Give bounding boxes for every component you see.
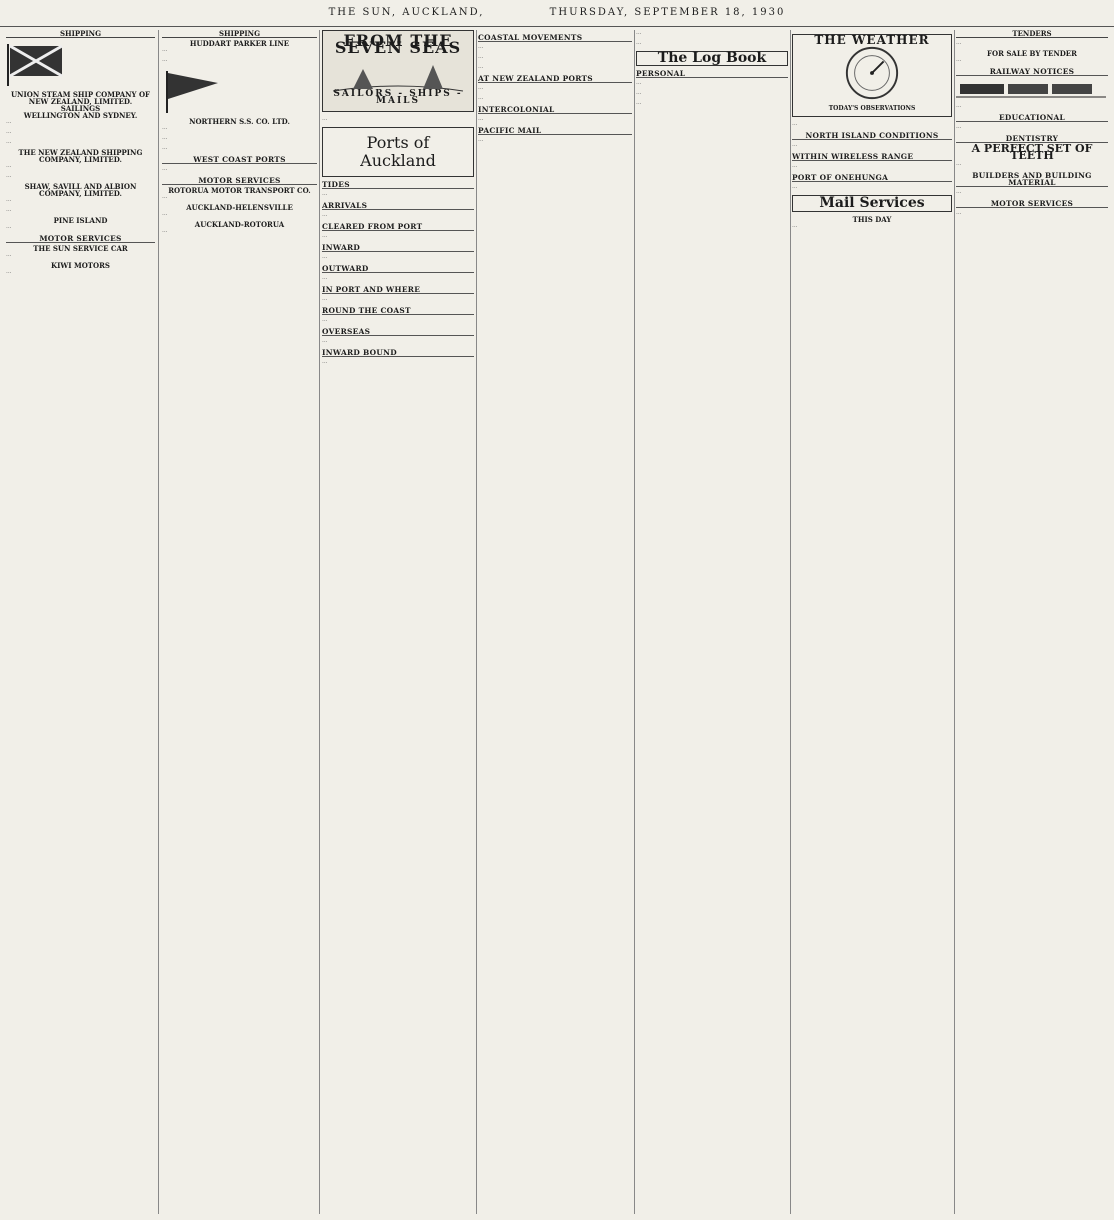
mail-services-title: Mail Services: [792, 195, 952, 212]
union-steam-title: UNION STEAM SHIP COMPANY OF NEW ZEALAND, LIMITED.: [10, 90, 151, 106]
masthead-paper: THE SUN, AUCKLAND,: [328, 7, 485, 18]
filler-text: …: [162, 57, 168, 63]
builders-head: BUILDERS AND BUILDING MATERIAL: [956, 172, 1108, 187]
filler-text: …: [322, 116, 328, 122]
column-header: SHIPPING: [6, 30, 155, 38]
filler-text: …: [636, 30, 642, 36]
intercolonial-head: INTERCOLONIAL: [478, 106, 632, 114]
filler-text: …: [956, 210, 962, 216]
north-island-head: NORTH ISLAND CONDITIONS: [792, 132, 952, 140]
filler-text: …: [478, 95, 484, 101]
filler-text: …: [636, 80, 642, 86]
auckland-rotorua-title: AUCKLAND-ROTORUA: [194, 220, 285, 229]
perfect-teeth-ad: A PERFECT SET OF TEETH: [971, 142, 1093, 162]
filler-text: …: [322, 212, 328, 218]
pacific-mail-head: PACIFIC MAIL: [478, 127, 632, 135]
filler-text: …: [6, 224, 12, 230]
at-nz-ports-head: AT NEW ZEALAND PORTS: [478, 75, 632, 83]
filler-text: …: [478, 116, 484, 122]
filler-text: …: [322, 254, 328, 260]
within-wireless-head: WITHIN WIRELESS RANGE: [792, 153, 952, 161]
filler-text: …: [322, 191, 328, 197]
filler-text: …: [162, 211, 168, 217]
tenders-head: TENDERS: [956, 30, 1108, 38]
banner-subtitle: SAILORS - SHIPS - MAILS: [333, 89, 463, 106]
this-day-label: THIS DAY: [852, 215, 892, 224]
dentistry-head: DENTISTRY: [956, 135, 1108, 143]
filler-text: …: [478, 137, 484, 143]
column-rule: [158, 30, 159, 1214]
column-rule: [954, 30, 955, 1214]
filler-text: …: [792, 184, 798, 190]
shaw-savill-title: SHAW, SAVILL AND ALBION COMPANY, LIMITED.: [24, 182, 137, 198]
filler-text: …: [792, 121, 798, 127]
column-rule: [790, 30, 791, 1214]
ports-title-line-2: Auckland: [360, 151, 436, 170]
filler-text: …: [6, 129, 12, 135]
filler-text: …: [6, 252, 12, 258]
filler-text: …: [478, 44, 484, 50]
column-weather: [792, 30, 952, 1214]
round-coast-head: ROUND THE COAST: [322, 307, 474, 315]
weather-box: [792, 34, 952, 117]
coastal-movements-head: COASTAL MOVEMENTS: [478, 34, 632, 42]
masthead-date: THURSDAY, SEPTEMBER 18, 1930: [549, 7, 786, 18]
helensville-title: AUCKLAND-HELENSVILLE: [186, 203, 293, 212]
filler-text: …: [956, 161, 962, 167]
column-logbook: [636, 30, 788, 1214]
onehunga-head: PORT OF ONEHUNGA: [792, 174, 952, 182]
filler-text: …: [322, 275, 328, 281]
column-shipping-1: [6, 30, 155, 1214]
filler-text: …: [792, 163, 798, 169]
filler-text: …: [956, 57, 962, 63]
filler-text: …: [322, 359, 328, 365]
rotorua-transport-title: ROTORUA MOTOR TRANSPORT CO.: [168, 186, 311, 195]
filler-text: …: [162, 125, 168, 131]
filler-text: …: [956, 40, 962, 46]
motor-services-head: MOTOR SERVICES: [162, 177, 317, 185]
filler-text: …: [636, 40, 642, 46]
column-rule: [319, 30, 320, 1214]
ship-flag-icon: [6, 42, 66, 86]
filler-text: …: [478, 54, 484, 60]
column-shipping-2: [162, 30, 317, 1214]
nz-shipping-title: THE NEW ZEALAND SHIPPING COMPANY, LIMITED.: [18, 148, 143, 164]
filler-text: …: [956, 103, 962, 109]
filler-text: …: [956, 124, 962, 130]
filler-text: …: [162, 166, 168, 172]
filler-text: …: [322, 233, 328, 239]
filler-text: …: [322, 338, 328, 344]
filler-text: …: [162, 145, 168, 151]
filler-text: …: [6, 163, 12, 169]
pine-island-title: PINE ISLAND: [53, 216, 108, 225]
west-coast-head: WEST COAST PORTS: [162, 156, 317, 164]
outward-head: OUTWARD: [322, 265, 474, 273]
todays-observations-label: TODAY'S OBSERVATIONS: [828, 105, 916, 112]
filler-text: …: [322, 296, 328, 302]
for-sale-tender-title: FOR SALE BY TENDER: [987, 49, 1077, 58]
column-coastal: [478, 30, 632, 1214]
column-header: SHIPPING: [162, 30, 317, 38]
filler-text: …: [6, 197, 12, 203]
educational-head: EDUCATIONAL: [956, 114, 1108, 122]
personal-head: PERSONAL: [636, 70, 788, 78]
filler-text: …: [6, 173, 12, 179]
filler-text: …: [6, 269, 12, 275]
filler-text: …: [478, 64, 484, 70]
railway-notices-head: RAILWAY NOTICES: [956, 68, 1108, 76]
filler-text: …: [636, 100, 642, 106]
wellington-sydney-label: WELLINGTON AND SYDNEY.: [23, 111, 138, 120]
cleared-head: CLEARED FROM PORT: [322, 223, 474, 231]
motor-services-head: MOTOR SERVICES: [956, 200, 1108, 208]
ports-of-auckland-title: [322, 127, 474, 177]
filler-text: …: [6, 207, 12, 213]
company-flag-icon: [162, 69, 222, 113]
kiwi-motors-title: KIWI MOTORS: [51, 261, 110, 270]
motor-services-head: MOTOR SERVICES: [6, 235, 155, 243]
column-rule: [634, 30, 635, 1214]
log-book-title: The Log Book: [636, 51, 788, 66]
inward-head: INWARD: [322, 244, 474, 252]
ports-title-line-1: Ports of: [366, 133, 430, 152]
train-icon: [956, 78, 1106, 100]
filler-text: …: [162, 135, 168, 141]
barometer-icon: [843, 44, 901, 102]
inward-bound-head: INWARD BOUND: [322, 349, 474, 357]
filler-text: …: [792, 142, 798, 148]
sailings-label: SAILINGS: [60, 104, 101, 113]
sun-service-car-title: THE SUN SERVICE CAR: [33, 244, 128, 253]
overseas-head: OVERSEAS: [322, 328, 474, 336]
northern-ss-title: NORTHERN S.S. CO. LTD.: [189, 117, 290, 126]
huddart-parker-title: HUDDART PARKER LINE: [189, 39, 290, 48]
column-rule: [476, 30, 477, 1214]
filler-text: …: [162, 47, 168, 53]
filler-text: …: [162, 194, 168, 200]
filler-text: …: [6, 139, 12, 145]
filler-text: …: [792, 223, 798, 229]
column-ports: [322, 30, 474, 1214]
masthead: [0, 0, 1114, 27]
filler-text: …: [636, 90, 642, 96]
filler-text: …: [322, 317, 328, 323]
filler-text: …: [478, 85, 484, 91]
weather-title: THE WEATHER: [814, 33, 930, 47]
seven-seas-banner: [322, 30, 474, 112]
tides-head: TIDES: [322, 181, 474, 189]
filler-text: …: [956, 189, 962, 195]
arrivals-head: ARRIVALS: [322, 202, 474, 210]
filler-text: …: [162, 228, 168, 234]
in-port-head: IN PORT AND WHERE: [322, 286, 474, 294]
filler-text: …: [6, 119, 12, 125]
column-notices: [956, 30, 1108, 1214]
banner-title: FROM THE SEVEN SEAS: [334, 31, 462, 57]
